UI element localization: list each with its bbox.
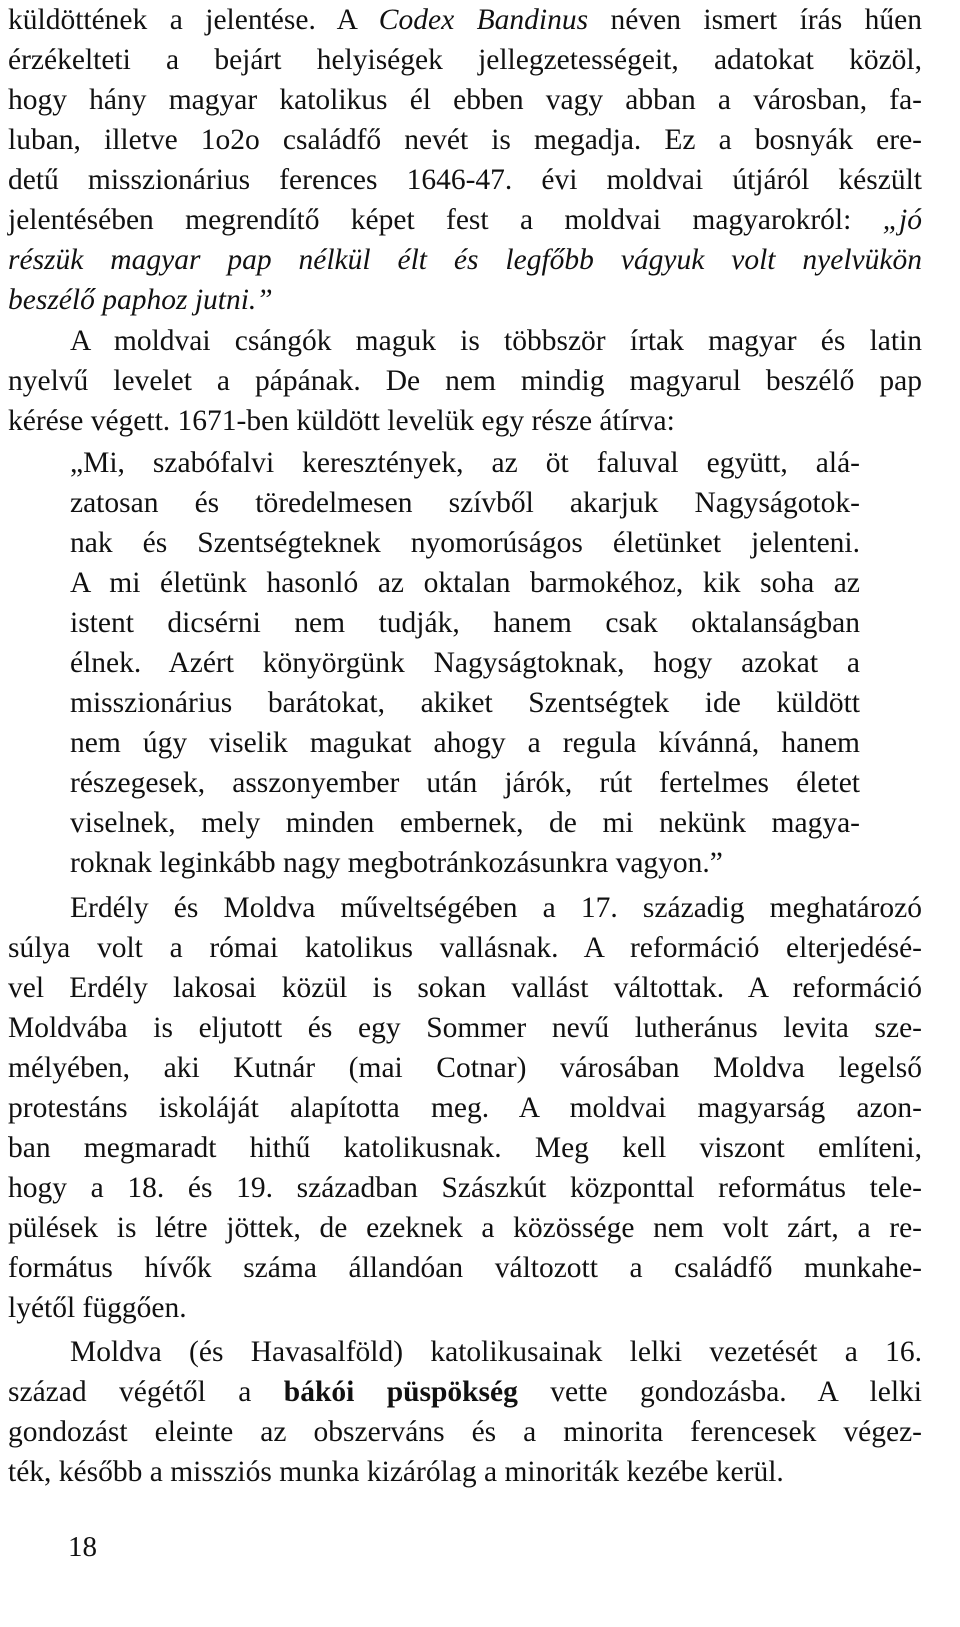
- text-line: [70, 723, 860, 763]
- text-line: [8, 280, 922, 320]
- text-run: zatosan és töredelmesen szívből akarjuk Nagyságotok-: [70, 487, 860, 519]
- text-line: [8, 80, 922, 120]
- text-line: [70, 563, 860, 603]
- text-run: mélyében, aki Kutnár (mai Cotnar) városában Moldva legelső: [8, 1052, 922, 1084]
- text-line: [70, 321, 922, 361]
- text-run: kérése végett. 1671-ben küldött levelük egy része átírva:: [8, 405, 675, 437]
- text-run: jelentésében megrendítő képet fest a moldvai magyarokról:: [8, 204, 883, 236]
- text-run: részük magyar pap nélkül élt és legfőbb vágyuk volt nyelvükön: [8, 244, 922, 276]
- text-line: [8, 361, 922, 401]
- text-run: súlya volt a római katolikus vallásnak. A reformáció elterjedésé-: [8, 932, 922, 964]
- text-line: [70, 763, 860, 803]
- text-run: nak és Szentségteknek nyomorúságos életünket jelenteni.: [70, 527, 860, 559]
- text-line: [8, 1452, 922, 1492]
- text-run: nyelvű levelet a pápának. De nem mindig magyarul beszélő pap: [8, 365, 922, 397]
- text-run: „Mi, szabófalvi keresztények, az öt faluval együtt, alá-: [70, 447, 860, 479]
- text-run: viselnek, mely minden embernek, de mi nekünk magya-: [70, 807, 860, 839]
- text-line: [70, 683, 860, 723]
- text-run: protestáns iskoláját alapította meg. A moldvai magyarság azon-: [8, 1092, 922, 1124]
- text-run: pülések is létre jöttek, de ezeknek a közössége nem volt zárt, a re-: [8, 1212, 922, 1244]
- text-line: [70, 523, 860, 563]
- text-run: Erdély és Moldva műveltségében a 17. századig meghatározó: [70, 892, 922, 924]
- text-line: [8, 1008, 922, 1048]
- text-run: élnek. Azért könyörgünk Nagyságtoknak, hogy azokat a: [70, 647, 860, 679]
- text-line: [70, 803, 860, 843]
- text-run: hogy a 18. és 19. században Szászkút központtal református tele-: [8, 1172, 922, 1204]
- text-line: [8, 120, 922, 160]
- text-run: roknak leginkább nagy megbotránkozásunkra vagyon.”: [70, 847, 723, 879]
- text-run: luban, illetve 1o2o családfő nevét is megadja. Ez a bosnyák ere-: [8, 124, 922, 156]
- text-line: [8, 1248, 922, 1288]
- text-run: érzékelteti a bejárt helyiségek jellegzetességeit, adatokat közöl,: [8, 44, 922, 76]
- text-run: század végétől a: [8, 1376, 284, 1408]
- text-line: [8, 1372, 922, 1412]
- text-run: bákói püspökség: [283, 1376, 518, 1408]
- text-run: gondozást eleinte az obszerváns és a minorita ferencesek végez-: [8, 1416, 922, 1448]
- text-run: Moldvába is eljutott és egy Sommer nevű lutheránus levita sze-: [8, 1012, 922, 1044]
- text-line: [8, 200, 922, 240]
- text-run: misszionárius barátokat, akiket Szentségtek ide küldött: [70, 687, 860, 719]
- text-line: [70, 643, 860, 683]
- text-run: A mi életünk hasonló az oktalan barmokéhoz, kik soha az: [70, 567, 860, 599]
- text-run: részegesek, asszonyember után járók, rút fertelmes életet: [70, 767, 860, 799]
- text-run: néven ismert írás hűen: [588, 4, 922, 36]
- text-line: [70, 888, 922, 928]
- text-run: formátus hívők száma állandóan változott a családfő munkahe-: [8, 1252, 922, 1284]
- text-line: [8, 40, 922, 80]
- text-line: [8, 968, 922, 1008]
- text-line: [70, 483, 860, 523]
- text-line: [8, 1128, 922, 1168]
- text-run: „jó: [882, 204, 922, 236]
- text-line: [70, 603, 860, 643]
- text-run: nem úgy viselik magukat ahogy a regula kívánná, hanem: [70, 727, 860, 759]
- text-run: hogy hány magyar katolikus él ebben vagy abban a városban, fa-: [8, 84, 922, 116]
- text-line: [8, 401, 922, 441]
- text-line: [8, 160, 922, 200]
- text-run: vel Erdély lakosai közül is sokan vallást váltottak. A reformáció: [8, 972, 922, 1004]
- text-run: A moldvai csángók maguk is többször írtak magyar és latin: [70, 325, 922, 357]
- text-line: [70, 443, 860, 483]
- text-line: [8, 1168, 922, 1208]
- text-line: [8, 1288, 922, 1328]
- text-line: [8, 1412, 922, 1452]
- page-number: 18: [68, 1531, 97, 1563]
- text-run: ték, később a missziós munka kizárólag a minoriták kezébe kerül.: [8, 1456, 784, 1488]
- text-run: beszélő paphoz jutni.”: [8, 284, 273, 316]
- text-line: [8, 240, 922, 280]
- text-run: detű misszionárius ferences 1646-47. évi moldvai útjáról készült: [8, 164, 922, 196]
- text-run: istent dicsérni nem tudják, hanem csak oktalanságban: [70, 607, 860, 639]
- text-line: [8, 1208, 922, 1248]
- text-run: ban megmaradt hithű katolikusnak. Meg kell viszont említeni,: [8, 1132, 922, 1164]
- text-run: vette gondozásba. A lelki: [517, 1376, 922, 1408]
- text-line: [8, 0, 922, 40]
- text-line: [8, 1048, 922, 1088]
- text-run: Moldva (és Havasalföld) katolikusainak lelki vezetését a 16.: [70, 1336, 922, 1368]
- text-line: [70, 843, 860, 883]
- text-line: [8, 1088, 922, 1128]
- text-run: küldöttének a jelentése. A: [8, 4, 379, 36]
- text-run: Codex Bandinus: [378, 4, 589, 36]
- text-line: [8, 928, 922, 968]
- text-run: lyétől függően.: [8, 1292, 187, 1324]
- text-line: [70, 1332, 922, 1372]
